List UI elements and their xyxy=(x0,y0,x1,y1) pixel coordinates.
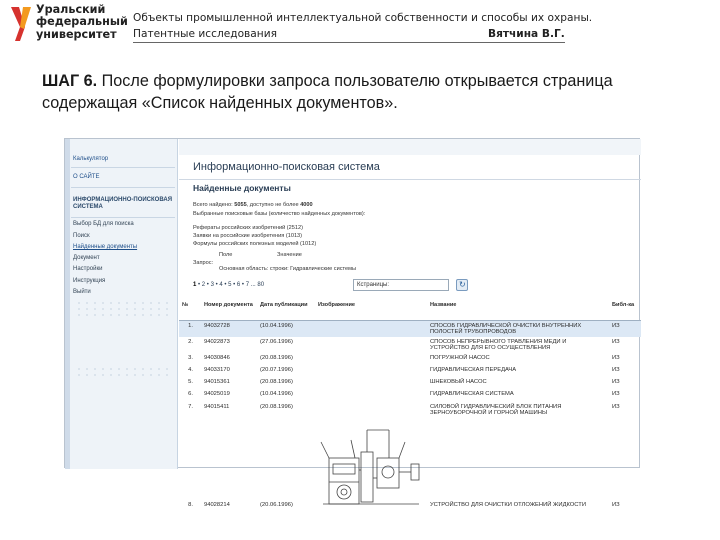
query-label: Запрос: xyxy=(193,260,214,266)
row-title[interactable]: СПОСОБ ГИДРАВЛИЧЕСКОЙ ОЧИСТКИ ВНУТРЕННИХ ПОЛОСТЕЙ ТРУБОПРОВОДОВ xyxy=(427,320,609,337)
course-subtitle: Патентные исследования xyxy=(133,28,277,40)
row-lib: ИЗ xyxy=(612,338,620,345)
table-row[interactable] xyxy=(179,320,641,337)
page-title: Найденные документы xyxy=(193,183,291,193)
sidebar-item-db-select[interactable]: Выбор БД для поиска xyxy=(73,221,134,227)
sidebar-strip xyxy=(65,139,70,469)
row-num: 7. xyxy=(188,403,193,410)
table-row[interactable] xyxy=(179,337,641,353)
row-title[interactable]: СИЛОВОЙ ГИДРАВЛИЧЕСКИЙ БЛОК ПИТАНИЯ ЗЕРНОУБОРОЧНОЙ И ГОРНОЙ МАШИНЫ xyxy=(430,403,562,416)
logo-line-3: университет xyxy=(36,27,117,41)
sidebar-item-search[interactable]: Поиск xyxy=(73,233,90,239)
top-bar xyxy=(179,139,641,155)
search-icon: ↻ xyxy=(459,280,466,289)
row-lib: ИЗ xyxy=(612,403,620,410)
row-doc-number[interactable]: 94030846 xyxy=(204,354,230,361)
results-table xyxy=(179,300,641,510)
row-title[interactable]: ПОГРУЖНОЙ НАСОС xyxy=(430,354,490,361)
row-title[interactable]: УСТРОЙСТВО ДЛЯ ОЧИСТКИ ОТЛОЖЕНИЙ ЖИДКОСТИ xyxy=(430,501,587,508)
sidebar-about[interactable]: О САЙТЕ xyxy=(73,174,100,180)
logo-text xyxy=(36,4,128,41)
goto-page-button[interactable] xyxy=(456,279,468,291)
row-title[interactable]: ГИДРАВЛИЧЕСКАЯ ПЕРЕДАЧА xyxy=(430,366,517,373)
patent-drawing-icon xyxy=(315,422,425,510)
row-date: (10.04.1996) xyxy=(260,391,293,398)
row-doc-number[interactable]: 94015361 xyxy=(204,379,230,386)
goto-page-input[interactable]: Кстраницы: xyxy=(353,279,449,291)
row-title[interactable]: ГИДРАВЛИЧЕСКАЯ СИСТЕМА xyxy=(430,391,514,398)
course-title: Объекты промышленной интеллектуальной собственности и способы их охраны. xyxy=(133,12,593,24)
sidebar-dots xyxy=(75,313,173,317)
row-num: 6. xyxy=(188,391,193,398)
row-lib: ИЗ xyxy=(612,391,620,398)
university-logo xyxy=(10,2,128,48)
row-image xyxy=(315,365,427,377)
row-date: (20.07.1996) xyxy=(260,366,293,373)
sidebar-divider xyxy=(71,167,175,168)
row-lib: ИЗ xyxy=(612,366,620,373)
step-text: После формулировки запроса пользователю открывается страница содержащая «Список найденных документов». xyxy=(42,72,613,112)
found-summary xyxy=(193,202,313,209)
main-panel xyxy=(179,139,641,508)
row-image xyxy=(315,337,427,353)
sidebar-divider xyxy=(71,217,175,218)
sidebar-dots xyxy=(75,307,173,311)
row-lib: ИЗ xyxy=(612,379,620,386)
col-image: Изображение xyxy=(315,300,427,320)
row-num: 5. xyxy=(188,379,193,386)
table-row[interactable] xyxy=(179,365,641,377)
ural-logo-icon xyxy=(10,5,34,43)
sidebar-item-instructions[interactable]: Инструкция xyxy=(73,278,106,284)
col-num[interactable]: № xyxy=(179,300,201,320)
row-date: (20.08.1996) xyxy=(260,403,293,410)
page-ellipsis: ... xyxy=(250,282,256,288)
found-count: 5055 xyxy=(234,202,247,208)
row-date: (20.06.1996) xyxy=(260,501,293,508)
db-item: Заявки на российские изобретения (1013) xyxy=(193,233,303,239)
sidebar-item-settings[interactable]: Настройки xyxy=(73,266,103,272)
row-image xyxy=(315,377,427,389)
row-num: 1. xyxy=(179,320,201,337)
page-link[interactable]: 7 xyxy=(245,282,250,288)
sidebar-calculator[interactable]: Калькулятор xyxy=(73,156,109,162)
query-field-header: Поле xyxy=(219,252,233,258)
row-image[interactable] xyxy=(315,418,427,510)
sidebar-dots xyxy=(75,301,173,305)
table-row[interactable] xyxy=(179,418,641,510)
page-link-last[interactable]: 80 xyxy=(257,282,265,288)
col-pub-date[interactable]: Дата публикации xyxy=(257,300,315,320)
row-lib: ИЗ xyxy=(612,501,620,508)
row-image xyxy=(315,389,427,401)
row-num: 4. xyxy=(188,366,193,373)
sidebar-divider xyxy=(71,187,175,188)
sidebar-item-found-docs[interactable]: Найденные документы xyxy=(73,244,138,250)
page-link-current[interactable]: 1 xyxy=(193,282,197,288)
row-doc-number[interactable]: 94015411 xyxy=(204,403,230,410)
sidebar-item-logout[interactable]: Выйти xyxy=(73,289,91,295)
table-row[interactable] xyxy=(179,353,641,365)
row-lib: ИЗ xyxy=(612,354,620,361)
row-num: 8. xyxy=(188,501,193,508)
table-row[interactable] xyxy=(179,377,641,389)
col-doc-number[interactable]: Номер документа xyxy=(201,300,257,320)
row-title[interactable]: СПОСОБ НЕПРЕРЫВНОГО ТРАВЛЕНИЯ МЕДИ И УСТРОЙСТВО ДЛЯ ЕГО ОСУЩЕСТВЛЕНИЯ xyxy=(430,338,567,351)
db-item: Рефераты российских изобретений (2512) xyxy=(193,225,303,231)
page-link[interactable]: 4 xyxy=(219,282,223,288)
page-link[interactable]: 2 xyxy=(201,282,206,288)
logo-line-1: Уральский xyxy=(36,3,106,16)
table-header-row xyxy=(179,300,641,320)
row-doc-number[interactable]: 94022873 xyxy=(204,338,230,345)
sidebar xyxy=(65,139,178,469)
pagination: 1 • 2 • 3 • 4 • 5 • 6 • 7 ... 80 xyxy=(193,282,265,288)
found-mid: , доступно не более xyxy=(246,202,299,208)
row-image xyxy=(315,353,427,365)
system-title: Информационно-поисковая система xyxy=(193,161,380,173)
row-num: 3. xyxy=(188,354,193,361)
sidebar-item-document[interactable]: Документ xyxy=(73,255,100,261)
table-row[interactable] xyxy=(179,402,641,418)
sidebar-section-title: ИНФОРМАЦИОННО-ПОИСКОВАЯ СИСТЕМА xyxy=(73,197,173,210)
row-doc-number[interactable]: 94025019 xyxy=(204,391,230,398)
page-link[interactable]: 3 xyxy=(210,282,214,288)
step-description xyxy=(42,70,682,114)
col-title[interactable]: Название xyxy=(427,300,609,320)
title-divider xyxy=(179,179,641,180)
sidebar-dots xyxy=(75,373,173,377)
row-doc-number[interactable]: 94032728 xyxy=(201,320,257,337)
page-link[interactable]: 6 xyxy=(236,282,241,288)
row-doc-number[interactable]: 94033170 xyxy=(204,366,230,373)
query-value-header: Значение xyxy=(277,252,302,258)
sidebar-dots xyxy=(75,367,173,371)
query-text: Основная область: строки: Гидравлические системы xyxy=(219,266,356,272)
dbs-note: Выбранные поисковые базы (количество найденных документов): xyxy=(193,211,366,217)
row-date: (20.08.1996) xyxy=(260,379,293,386)
row-image xyxy=(315,320,427,337)
db-item: Формулы российских полезных моделей (1012) xyxy=(193,241,317,247)
found-limit: 4000 xyxy=(300,202,313,208)
row-num: 2. xyxy=(188,338,193,345)
step-label: ШАГ 6. xyxy=(42,72,98,90)
author-name: Вятчина В.Г. xyxy=(488,28,565,40)
row-date: (27.06.1996) xyxy=(260,338,293,345)
table-row[interactable] xyxy=(179,389,641,401)
logo-line-2: федеральный xyxy=(36,15,128,29)
found-prefix: Всего найдено: xyxy=(193,202,233,208)
row-doc-number[interactable]: 94028214 xyxy=(204,501,230,508)
page-link[interactable]: 5 xyxy=(228,282,232,288)
header-divider xyxy=(133,42,565,43)
row-date: (20.08.1996) xyxy=(260,354,293,361)
search-system-screenshot xyxy=(64,138,640,508)
row-image xyxy=(315,402,427,418)
row-lib: ИЗ xyxy=(609,320,641,337)
row-title[interactable]: ШНЕКОВЫЙ НАСОС xyxy=(430,379,487,386)
col-library: Библ-ка xyxy=(609,300,641,320)
row-date: (10.04.1996) xyxy=(257,320,315,337)
